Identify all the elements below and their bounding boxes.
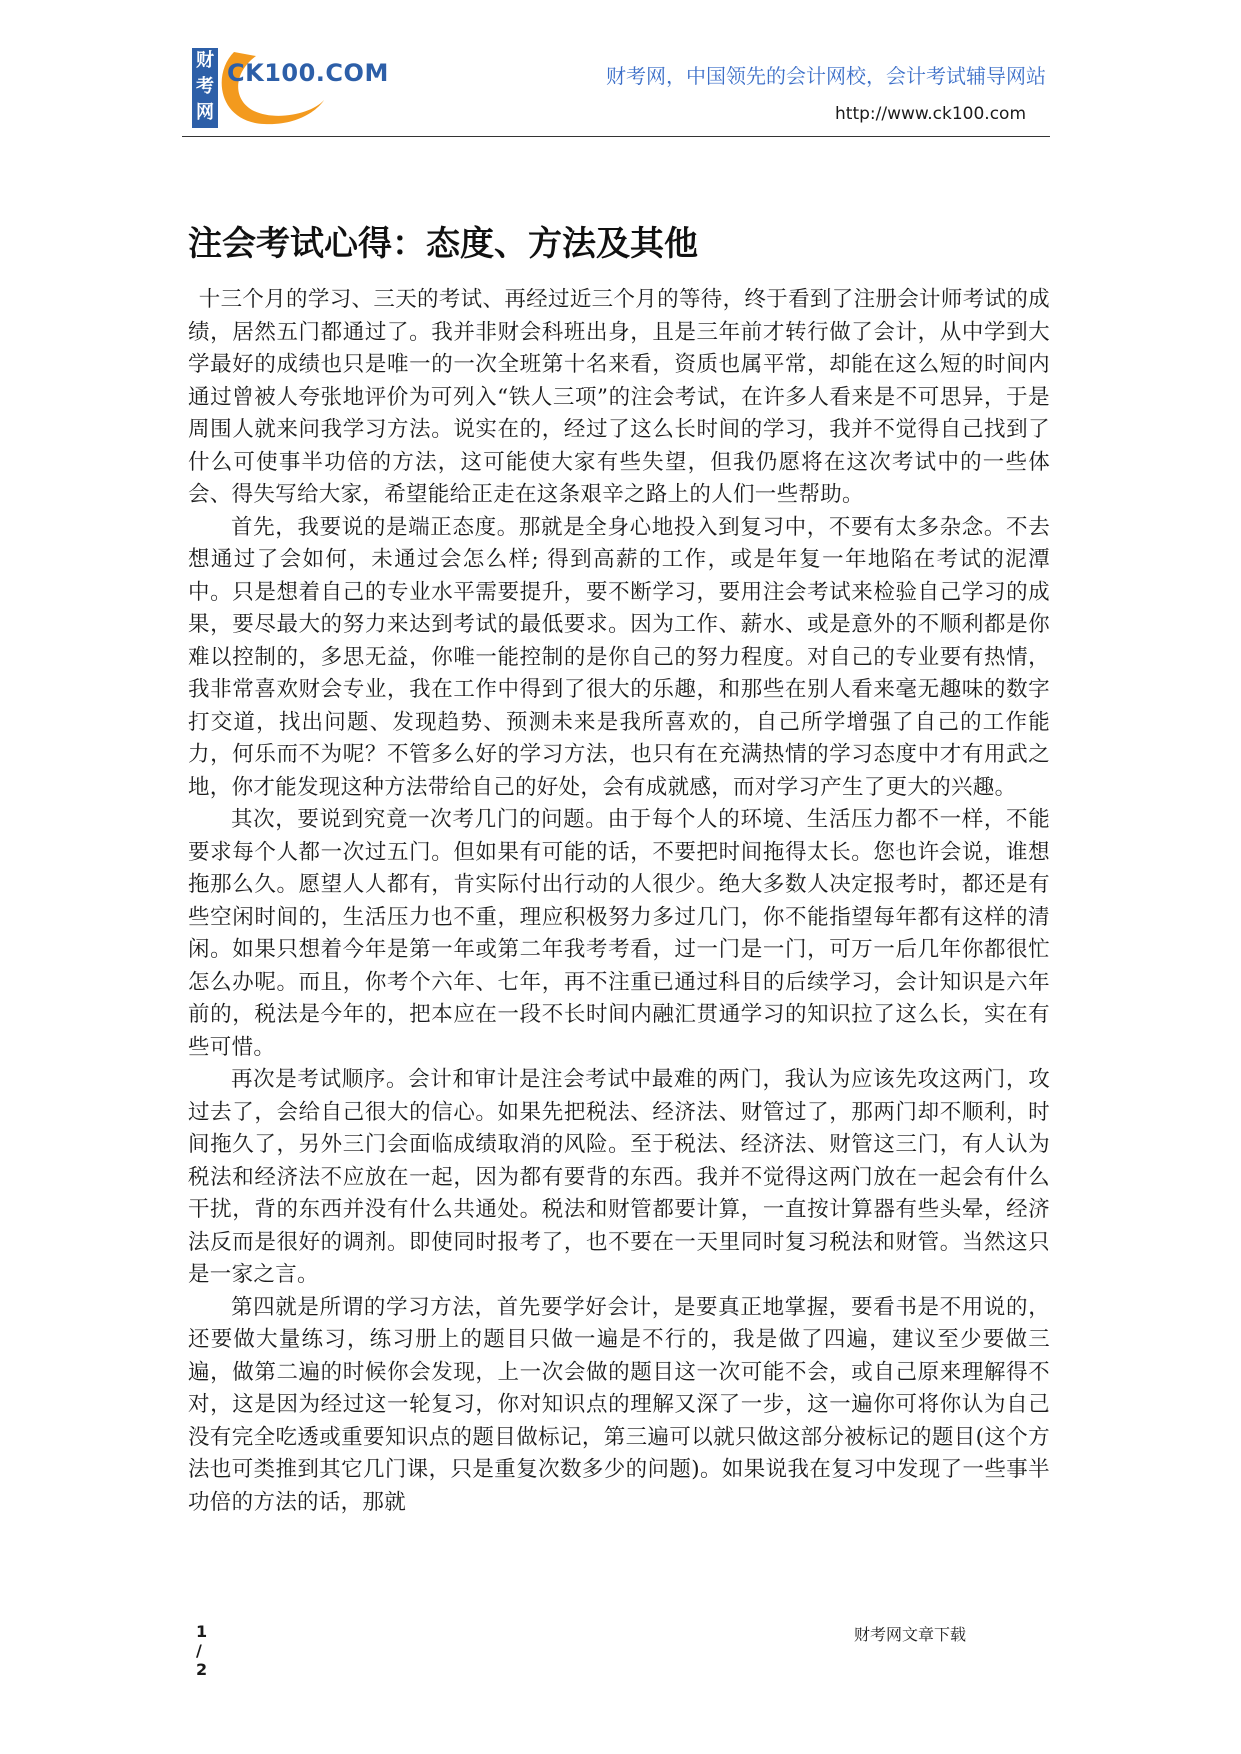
logo-chars [192, 48, 218, 128]
logo-swoosh-icon [204, 44, 354, 134]
page-header [182, 40, 1050, 136]
article-paragraph: 首先，我要说的是端正态度。那就是全身心地投入到复习中，不要有太多杂念。不去想通过了会如何，未通过会怎么样; 得到高薪的工作，或是年复一年地陷在考试的泥潭中。只是想着自己的专业水平需要提升，要不断学习，要用注会考试来检验自己学习的成果，要尽最大的努力来达到考试的最低要求。因为工作、薪水、或是意外的不顺利都是你难以控制的，多思无益，你唯一能控制的是你自己的努力程度。对自己的专业要有热情，我非常喜欢财会专业，我在工作中得到了很大的乐趣，和那些在别人看来毫无趣味的数字打交道，找出问题、发现趋势、预测未来是我所喜欢的，自己所学增强了自己的工作能力，何乐而不为呢？不管多么好的学习方法，也只有在充满热情的学习态度中才有用武之地，你才能发现这种方法带给自己的好处，会有成就感，而对学习产生了更大的兴趣。 [188, 514, 1050, 800]
article-paragraph: 其次，要说到究竟一次考几门的问题。由于每个人的环境、生活压力都不一样，不能要求每个人都一次过五门。但如果有可能的话，不要把时间拖得太长。您也许会说，谁想拖那么久。愿望人人都有，肯实际付出行动的人很少。绝大多数人决定报考时，都还是有些空闲时间的，生活压力也不重，理应积极努力多过几门，你不能指望每年都有这样的清闲。如果只想着今年是第一年或第二年我考考看，过一门是一门，可万一后几年你都很忙怎么办呢。而且，你考个六年、七年，再不注重已通过科目的后续学习，会计知识是六年前的，税法是今年的，把本应在一段不长时间内融汇贯通学习的知识拉了这么长，实在有些可惜。 [188, 807, 1050, 1060]
page-number: 1 / 2 [196, 1622, 208, 1679]
article-paragraph: 第四就是所谓的学习方法，首先要学好会计，是要真正地掌握，要看书是不用说的，还要做大量练习，练习册上的题目只做一遍是不行的，我是做了四遍，建议至少要做三遍，做第二遍的时候你会发现，上一次会做的题目这一次可能不会，或自己原来理解得不对，这是因为经过这一轮复习，你对知识点的理解又深了一步，这一遍你可将你认为自己没有完全吃透或重要知识点的题目做标记，第三遍可以就只做这部分被标记的题目(这个方法也可类推到其它几门课，只是重复次数多少的问题)。如果说我在复习中发现了一些事半功倍的方法的话，那就 [188, 1294, 1050, 1515]
logo-brand-text: CK100.COM [227, 59, 389, 87]
site-logo[interactable] [182, 40, 389, 130]
site-tagline: 财考网，中国领先的会计网校，会计考试辅导网站 [606, 64, 1046, 88]
article [188, 222, 1050, 1519]
logo-char: 网 [196, 102, 214, 123]
logo-char: 考 [196, 76, 214, 97]
article-paragraph: 再次是考试顺序。会计和审计是注会考试中最难的两门，我认为应该先攻这两门，攻过去了，会给自己很大的信心。如果先把税法、经济法、财管过了，那两门却不顺利，时间拖久了，另外三门会面临成绩取消的风险。至于税法、经济法、财管这三门，有人认为税法和经济法不应放在一起，因为都有要背的东西。我并不觉得这两门放在一起会有什么干扰，背的东西并没有什么共通处。税法和财管都要计算，一直按计算器有些头晕，经济法反而是很好的调剂。即使同时报考了，也不要在一天里同时复习税法和财管。当然这只是一家之言。 [188, 1067, 1050, 1287]
site-url-link[interactable]: http://www.ck100.com [835, 104, 1026, 124]
article-paragraph: 十三个月的学习、三天的考试、再经过近三个月的等待，终于看到了注册会计师考试的成绩，居然五门都通过了。我并非财会科班出身，且是三年前才转行做了会计，从中学到大学最好的成绩也只是唯一的一次全班第十名来看，资质也属平常，却能在这么短的时间内通过曾被人夸张地评价为可列入“铁人三项”的注会考试，在许多人看来是不可思异，于是周围人就来问我学习方法。说实在的，经过了这么长时间的学习，我并不觉得自己找到了什么可使事半功倍的方法，这可能使大家有些失望，但我仍愿将在这次考试中的一些体会、得失写给大家，希望能给正走在这条艰辛之路上的人们一些帮助。 [188, 287, 1050, 507]
footer-site-label: 财考网文章下载 [854, 1625, 967, 1644]
header-divider [182, 136, 1050, 137]
logo-char: 财 [196, 50, 214, 71]
article-title: 注会考试心得：态度、方法及其他 [188, 224, 698, 264]
